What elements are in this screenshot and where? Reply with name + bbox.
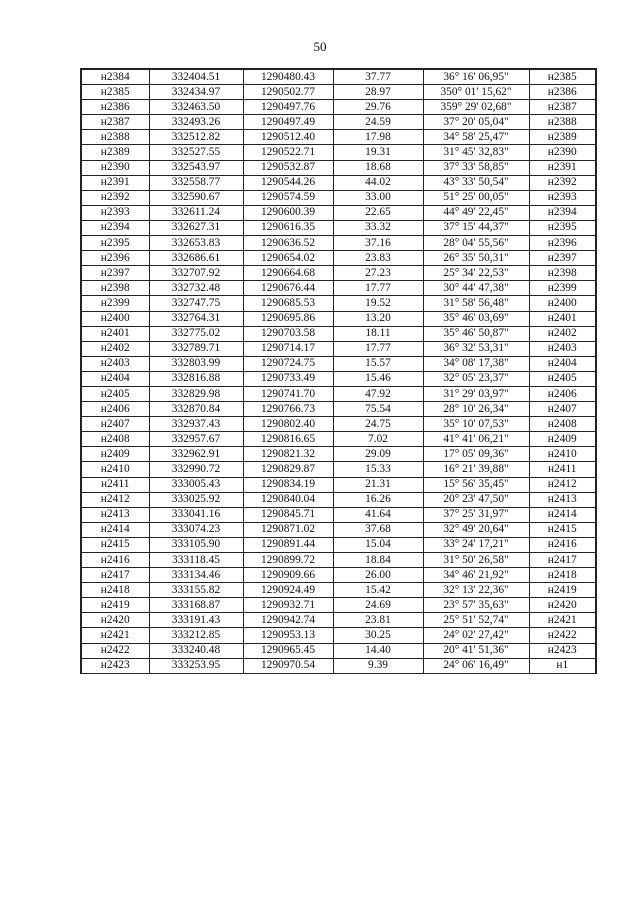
point-to-cell: н2390 [529, 145, 596, 160]
point-from-cell: н2390 [81, 160, 149, 175]
x-coordinate-cell: 332611.24 [149, 205, 243, 220]
distance-cell: 17.77 [333, 341, 423, 356]
table-row [81, 281, 596, 296]
x-coordinate-cell: 333253.95 [149, 658, 243, 673]
direction-angle-cell: 32° 05' 23,37" [423, 371, 529, 386]
y-coordinate-cell: 1290899.72 [243, 553, 333, 568]
x-coordinate-cell: 332493.26 [149, 115, 243, 130]
y-coordinate-cell: 1290600.39 [243, 205, 333, 220]
distance-cell: 37.68 [333, 522, 423, 537]
point-to-cell: н2399 [529, 281, 596, 296]
distance-cell: 27.23 [333, 266, 423, 281]
direction-angle-cell: 34° 08' 17,38" [423, 356, 529, 371]
point-to-cell: н2403 [529, 341, 596, 356]
x-coordinate-cell: 332627.31 [149, 220, 243, 235]
table-row [81, 432, 596, 447]
y-coordinate-cell: 1290664.68 [243, 266, 333, 281]
point-to-cell: н2413 [529, 492, 596, 507]
table-row [81, 160, 596, 175]
direction-angle-cell: 28° 10' 26,34" [423, 402, 529, 417]
point-to-cell: н2398 [529, 266, 596, 281]
x-coordinate-cell: 332686.61 [149, 251, 243, 266]
direction-angle-cell: 32° 13' 22,36" [423, 583, 529, 598]
x-coordinate-cell: 332512.82 [149, 130, 243, 145]
y-coordinate-cell: 1290502.77 [243, 85, 333, 100]
table-row [81, 115, 596, 130]
distance-cell: 14.40 [333, 643, 423, 658]
x-coordinate-cell: 332764.31 [149, 311, 243, 326]
point-from-cell: н2395 [81, 236, 149, 251]
direction-angle-cell: 20° 41' 51,36" [423, 643, 529, 658]
table-row [81, 145, 596, 160]
direction-angle-cell: 37° 25' 31,97" [423, 507, 529, 522]
point-to-cell: н2410 [529, 447, 596, 462]
distance-cell: 21.31 [333, 477, 423, 492]
x-coordinate-cell: 332653.83 [149, 236, 243, 251]
y-coordinate-cell: 1290891.44 [243, 537, 333, 552]
distance-cell: 37.16 [333, 236, 423, 251]
point-from-cell: н2413 [81, 507, 149, 522]
coordinates-table-body [81, 69, 596, 673]
y-coordinate-cell: 1290574.59 [243, 190, 333, 205]
table-row [81, 598, 596, 613]
x-coordinate-cell: 333074.23 [149, 522, 243, 537]
y-coordinate-cell: 1290924.49 [243, 583, 333, 598]
point-to-cell: н2394 [529, 205, 596, 220]
point-to-cell: н2423 [529, 643, 596, 658]
distance-cell: 15.42 [333, 583, 423, 598]
x-coordinate-cell: 332937.43 [149, 417, 243, 432]
direction-angle-cell: 28° 04' 55,56" [423, 236, 529, 251]
point-to-cell: н2397 [529, 251, 596, 266]
distance-cell: 33.00 [333, 190, 423, 205]
distance-cell: 15.33 [333, 462, 423, 477]
point-to-cell: н2385 [529, 69, 596, 85]
point-from-cell: н2384 [81, 69, 149, 85]
y-coordinate-cell: 1290654.02 [243, 251, 333, 266]
distance-cell: 33.32 [333, 220, 423, 235]
table-row [81, 507, 596, 522]
distance-cell: 44.02 [333, 175, 423, 190]
direction-angle-cell: 33° 24' 17,21" [423, 537, 529, 552]
y-coordinate-cell: 1290909.66 [243, 568, 333, 583]
x-coordinate-cell: 332870.84 [149, 402, 243, 417]
x-coordinate-cell: 332543.97 [149, 160, 243, 175]
x-coordinate-cell: 333118.45 [149, 553, 243, 568]
y-coordinate-cell: 1290703.58 [243, 326, 333, 341]
y-coordinate-cell: 1290834.19 [243, 477, 333, 492]
point-from-cell: н2419 [81, 598, 149, 613]
point-from-cell: н2421 [81, 628, 149, 643]
direction-angle-cell: 15° 56' 35,45" [423, 477, 529, 492]
distance-cell: 18.84 [333, 553, 423, 568]
table-row [81, 251, 596, 266]
point-from-cell: н2399 [81, 296, 149, 311]
y-coordinate-cell: 1290965.45 [243, 643, 333, 658]
point-to-cell: н2420 [529, 598, 596, 613]
y-coordinate-cell: 1290970.54 [243, 658, 333, 673]
point-from-cell: н2416 [81, 553, 149, 568]
direction-angle-cell: 35° 10' 07,53" [423, 417, 529, 432]
y-coordinate-cell: 1290497.76 [243, 100, 333, 115]
distance-cell: 24.75 [333, 417, 423, 432]
distance-cell: 19.31 [333, 145, 423, 160]
y-coordinate-cell: 1290544.26 [243, 175, 333, 190]
x-coordinate-cell: 333105.90 [149, 537, 243, 552]
point-to-cell: н2416 [529, 537, 596, 552]
distance-cell: 75.54 [333, 402, 423, 417]
distance-cell: 28.97 [333, 85, 423, 100]
table-row [81, 462, 596, 477]
table-row [81, 311, 596, 326]
point-from-cell: н2410 [81, 462, 149, 477]
distance-cell: 23.81 [333, 613, 423, 628]
table-row [81, 205, 596, 220]
point-from-cell: н2406 [81, 402, 149, 417]
x-coordinate-cell: 333005.43 [149, 477, 243, 492]
x-coordinate-cell: 333191.43 [149, 613, 243, 628]
point-to-cell: н2402 [529, 326, 596, 341]
point-to-cell: н2405 [529, 371, 596, 386]
point-from-cell: н2402 [81, 341, 149, 356]
x-coordinate-cell: 332732.48 [149, 281, 243, 296]
point-from-cell: н2389 [81, 145, 149, 160]
y-coordinate-cell: 1290845.71 [243, 507, 333, 522]
direction-angle-cell: 31° 45' 32,83" [423, 145, 529, 160]
table-row [81, 417, 596, 432]
point-from-cell: н2418 [81, 583, 149, 598]
table-row [81, 190, 596, 205]
table-row [81, 85, 596, 100]
distance-cell: 9.39 [333, 658, 423, 673]
x-coordinate-cell: 332707.92 [149, 266, 243, 281]
point-to-cell: н2409 [529, 432, 596, 447]
point-to-cell: н2417 [529, 553, 596, 568]
point-to-cell: н2388 [529, 115, 596, 130]
direction-angle-cell: 23° 57' 35,63" [423, 598, 529, 613]
point-to-cell: н2400 [529, 296, 596, 311]
point-to-cell: н2392 [529, 175, 596, 190]
distance-cell: 17.98 [333, 130, 423, 145]
x-coordinate-cell: 332962.91 [149, 447, 243, 462]
point-to-cell: н2411 [529, 462, 596, 477]
table-row [81, 492, 596, 507]
distance-cell: 7.02 [333, 432, 423, 447]
distance-cell: 18.68 [333, 160, 423, 175]
distance-cell: 13.20 [333, 311, 423, 326]
x-coordinate-cell: 332803.99 [149, 356, 243, 371]
point-to-cell: н2419 [529, 583, 596, 598]
y-coordinate-cell: 1290685.53 [243, 296, 333, 311]
direction-angle-cell: 25° 34' 22,53" [423, 266, 529, 281]
y-coordinate-cell: 1290871.02 [243, 522, 333, 537]
y-coordinate-cell: 1290695.86 [243, 311, 333, 326]
y-coordinate-cell: 1290840.04 [243, 492, 333, 507]
direction-angle-cell: 41° 41' 06,21" [423, 432, 529, 447]
table-row [81, 130, 596, 145]
table-row [81, 628, 596, 643]
x-coordinate-cell: 332434.97 [149, 85, 243, 100]
x-coordinate-cell: 332789.71 [149, 341, 243, 356]
table-row [81, 447, 596, 462]
point-to-cell: н2393 [529, 190, 596, 205]
table-row [81, 583, 596, 598]
distance-cell: 37.77 [333, 69, 423, 85]
table-row [81, 69, 596, 85]
x-coordinate-cell: 332816.88 [149, 371, 243, 386]
point-from-cell: н2414 [81, 522, 149, 537]
point-to-cell: н2404 [529, 356, 596, 371]
direction-angle-cell: 34° 58' 25,47" [423, 130, 529, 145]
table-row [81, 537, 596, 552]
point-from-cell: н2401 [81, 326, 149, 341]
y-coordinate-cell: 1290829.87 [243, 462, 333, 477]
table-row [81, 236, 596, 251]
y-coordinate-cell: 1290497.49 [243, 115, 333, 130]
point-to-cell: н1 [529, 658, 596, 673]
table-row [81, 522, 596, 537]
y-coordinate-cell: 1290741.70 [243, 386, 333, 401]
direction-angle-cell: 37° 33' 58,85" [423, 160, 529, 175]
table-row [81, 296, 596, 311]
distance-cell: 29.76 [333, 100, 423, 115]
point-from-cell: н2412 [81, 492, 149, 507]
direction-angle-cell: 34° 46' 21,92" [423, 568, 529, 583]
direction-angle-cell: 35° 46' 03,69" [423, 311, 529, 326]
table-row [81, 220, 596, 235]
point-to-cell: н2406 [529, 386, 596, 401]
y-coordinate-cell: 1290733.49 [243, 371, 333, 386]
point-from-cell: н2394 [81, 220, 149, 235]
distance-cell: 30.25 [333, 628, 423, 643]
point-from-cell: н2391 [81, 175, 149, 190]
x-coordinate-cell: 333168.87 [149, 598, 243, 613]
coordinates-table [80, 68, 597, 674]
y-coordinate-cell: 1290480.43 [243, 69, 333, 85]
point-from-cell: н2411 [81, 477, 149, 492]
y-coordinate-cell: 1290714.17 [243, 341, 333, 356]
x-coordinate-cell: 332990.72 [149, 462, 243, 477]
direction-angle-cell: 24° 02' 27,42" [423, 628, 529, 643]
distance-cell: 24.69 [333, 598, 423, 613]
y-coordinate-cell: 1290616.35 [243, 220, 333, 235]
point-from-cell: н2423 [81, 658, 149, 673]
direction-angle-cell: 350° 01' 15,62" [423, 85, 529, 100]
distance-cell: 29.09 [333, 447, 423, 462]
table-row [81, 386, 596, 401]
point-from-cell: н2400 [81, 311, 149, 326]
x-coordinate-cell: 332404.51 [149, 69, 243, 85]
table-row [81, 266, 596, 281]
distance-cell: 47.92 [333, 386, 423, 401]
y-coordinate-cell: 1290942.74 [243, 613, 333, 628]
distance-cell: 19.52 [333, 296, 423, 311]
point-to-cell: н2421 [529, 613, 596, 628]
x-coordinate-cell: 333025.92 [149, 492, 243, 507]
distance-cell: 18.11 [333, 326, 423, 341]
direction-angle-cell: 31° 50' 26,58" [423, 553, 529, 568]
table-row [81, 477, 596, 492]
point-from-cell: н2405 [81, 386, 149, 401]
point-from-cell: н2396 [81, 251, 149, 266]
point-to-cell: н2386 [529, 85, 596, 100]
point-from-cell: н2386 [81, 100, 149, 115]
point-to-cell: н2407 [529, 402, 596, 417]
x-coordinate-cell: 332463.50 [149, 100, 243, 115]
direction-angle-cell: 31° 58' 56,48" [423, 296, 529, 311]
direction-angle-cell: 26° 35' 50,31" [423, 251, 529, 266]
point-from-cell: н2404 [81, 371, 149, 386]
y-coordinate-cell: 1290953.13 [243, 628, 333, 643]
x-coordinate-cell: 333041.16 [149, 507, 243, 522]
point-from-cell: н2420 [81, 613, 149, 628]
point-to-cell: н2395 [529, 220, 596, 235]
table-row [81, 643, 596, 658]
point-from-cell: н2393 [81, 205, 149, 220]
point-to-cell: н2408 [529, 417, 596, 432]
direction-angle-cell: 25° 51' 52,74" [423, 613, 529, 628]
y-coordinate-cell: 1290821.32 [243, 447, 333, 462]
direction-angle-cell: 359° 29' 02,68" [423, 100, 529, 115]
direction-angle-cell: 43° 33' 50,54" [423, 175, 529, 190]
distance-cell: 16.26 [333, 492, 423, 507]
point-to-cell: н2415 [529, 522, 596, 537]
distance-cell: 26.00 [333, 568, 423, 583]
y-coordinate-cell: 1290724.75 [243, 356, 333, 371]
point-from-cell: н2403 [81, 356, 149, 371]
distance-cell: 15.46 [333, 371, 423, 386]
y-coordinate-cell: 1290532.87 [243, 160, 333, 175]
point-to-cell: н2412 [529, 477, 596, 492]
point-from-cell: н2398 [81, 281, 149, 296]
y-coordinate-cell: 1290816.65 [243, 432, 333, 447]
distance-cell: 22.65 [333, 205, 423, 220]
direction-angle-cell: 37° 20' 05,04" [423, 115, 529, 130]
x-coordinate-cell: 332590.67 [149, 190, 243, 205]
table-row [81, 613, 596, 628]
table-row [81, 658, 596, 673]
point-from-cell: н2387 [81, 115, 149, 130]
distance-cell: 41.64 [333, 507, 423, 522]
direction-angle-cell: 36° 32' 53,31" [423, 341, 529, 356]
direction-angle-cell: 17° 05' 09,36" [423, 447, 529, 462]
distance-cell: 17.77 [333, 281, 423, 296]
point-from-cell: н2388 [81, 130, 149, 145]
point-from-cell: н2408 [81, 432, 149, 447]
x-coordinate-cell: 332747.75 [149, 296, 243, 311]
direction-angle-cell: 20° 23' 47,50" [423, 492, 529, 507]
direction-angle-cell: 37° 15' 44,37" [423, 220, 529, 235]
direction-angle-cell: 31° 29' 03,97" [423, 386, 529, 401]
y-coordinate-cell: 1290636.52 [243, 236, 333, 251]
distance-cell: 24.59 [333, 115, 423, 130]
direction-angle-cell: 35° 46' 50,87" [423, 326, 529, 341]
y-coordinate-cell: 1290766.73 [243, 402, 333, 417]
point-from-cell: н2409 [81, 447, 149, 462]
point-from-cell: н2385 [81, 85, 149, 100]
x-coordinate-cell: 332558.77 [149, 175, 243, 190]
y-coordinate-cell: 1290932.71 [243, 598, 333, 613]
y-coordinate-cell: 1290802.40 [243, 417, 333, 432]
point-from-cell: н2417 [81, 568, 149, 583]
table-row [81, 553, 596, 568]
direction-angle-cell: 24° 06' 16,49" [423, 658, 529, 673]
point-to-cell: н2418 [529, 568, 596, 583]
point-from-cell: н2415 [81, 537, 149, 552]
x-coordinate-cell: 333240.48 [149, 643, 243, 658]
x-coordinate-cell: 332527.55 [149, 145, 243, 160]
table-row [81, 356, 596, 371]
y-coordinate-cell: 1290512.40 [243, 130, 333, 145]
x-coordinate-cell: 332775.02 [149, 326, 243, 341]
point-to-cell: н2422 [529, 628, 596, 643]
point-from-cell: н2392 [81, 190, 149, 205]
page-number: 50 [313, 39, 327, 54]
direction-angle-cell: 36° 16' 06,95" [423, 69, 529, 85]
point-to-cell: н2389 [529, 130, 596, 145]
table-row [81, 100, 596, 115]
point-from-cell: н2422 [81, 643, 149, 658]
x-coordinate-cell: 333212.85 [149, 628, 243, 643]
table-row [81, 402, 596, 417]
x-coordinate-cell: 333134.46 [149, 568, 243, 583]
x-coordinate-cell: 333155.82 [149, 583, 243, 598]
direction-angle-cell: 32° 49' 20,64" [423, 522, 529, 537]
direction-angle-cell: 51° 25' 00,05" [423, 190, 529, 205]
point-from-cell: н2407 [81, 417, 149, 432]
x-coordinate-cell: 332829.98 [149, 386, 243, 401]
table-row [81, 326, 596, 341]
point-to-cell: н2396 [529, 236, 596, 251]
distance-cell: 23.83 [333, 251, 423, 266]
x-coordinate-cell: 332957.67 [149, 432, 243, 447]
distance-cell: 15.04 [333, 537, 423, 552]
y-coordinate-cell: 1290676.44 [243, 281, 333, 296]
point-to-cell: н2414 [529, 507, 596, 522]
y-coordinate-cell: 1290522.71 [243, 145, 333, 160]
table-row [81, 341, 596, 356]
direction-angle-cell: 16° 21' 39,88" [423, 462, 529, 477]
table-row [81, 175, 596, 190]
point-to-cell: н2391 [529, 160, 596, 175]
distance-cell: 15.57 [333, 356, 423, 371]
direction-angle-cell: 30° 44' 47,38" [423, 281, 529, 296]
point-to-cell: н2387 [529, 100, 596, 115]
direction-angle-cell: 44° 49' 22,45" [423, 205, 529, 220]
point-from-cell: н2397 [81, 266, 149, 281]
table-row [81, 568, 596, 583]
table-row [81, 371, 596, 386]
point-to-cell: н2401 [529, 311, 596, 326]
